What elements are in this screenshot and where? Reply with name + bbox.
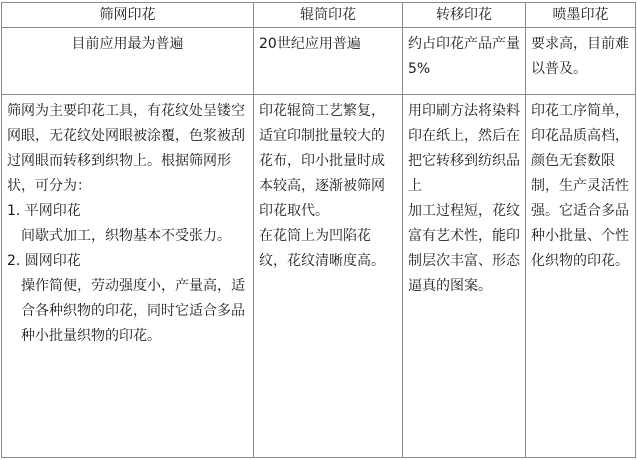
desc-roller-pattern: 在花筒上为凹陷花纹，花纹清晰度高。 xyxy=(259,228,385,269)
desc-screen-flat-title: 1. 平网印花 xyxy=(7,203,81,219)
desc-transfer-features: 加工过程短，花纹富有艺术性，能印制层次丰富、形态逼真的图案。 xyxy=(408,203,520,294)
desc-screen-flat-text: 间歇式加工，织物基本不受张力。 xyxy=(21,228,231,244)
usage-roller: 20世纪应用普遍 xyxy=(254,28,403,95)
desc-screen-rotary-title: 2. 圆网印花 xyxy=(7,253,81,269)
header-inkjet-printing: 喷墨印花 xyxy=(526,3,636,28)
desc-transfer-method: 用印刷方法将染料印在纸上，然后在把它转移到纺织品上 xyxy=(408,103,520,194)
header-screen-printing: 筛网印花 xyxy=(2,3,254,28)
desc-roller-process: 印花辊筒工艺繁复，适宜印制批量较大的花布，印小批量时成本较高，逐渐被筛网印花取代。 xyxy=(259,103,385,219)
desc-inkjet-cell xyxy=(526,95,636,458)
usage-screen: 目前应用最为普遍 xyxy=(2,28,254,95)
header-row xyxy=(2,3,636,28)
header-transfer-printing: 转移印花 xyxy=(403,3,526,28)
desc-screen-cell xyxy=(2,95,254,458)
header-roller-printing: 辊筒印花 xyxy=(254,3,403,28)
printing-methods-table xyxy=(1,2,636,458)
desc-inkjet-text: 印花工序简单，印花品质高档，颜色无套数限制，生产灵活性强。它适合多品种小批量、个性化织物的印花。 xyxy=(531,103,629,269)
desc-screen-rotary-text: 操作简便，劳动强度小，产量高，适合各种织物的印花，同时它适合多品种小批量织物的印花。 xyxy=(21,278,245,344)
desc-screen-intro: 筛网为主要印花工具，有花纹处呈镂空网眼，无花纹处网眼被涂覆，色浆被刮过网眼而转移到织物上。根据筛网形状，可分为： xyxy=(7,103,245,194)
description-row xyxy=(2,95,636,458)
usage-transfer: 约占印花产品产量5% xyxy=(403,28,526,95)
usage-inkjet: 要求高，目前难以普及。 xyxy=(526,28,636,95)
usage-row xyxy=(2,28,636,95)
desc-transfer-cell xyxy=(403,95,526,458)
desc-roller-cell xyxy=(254,95,403,458)
